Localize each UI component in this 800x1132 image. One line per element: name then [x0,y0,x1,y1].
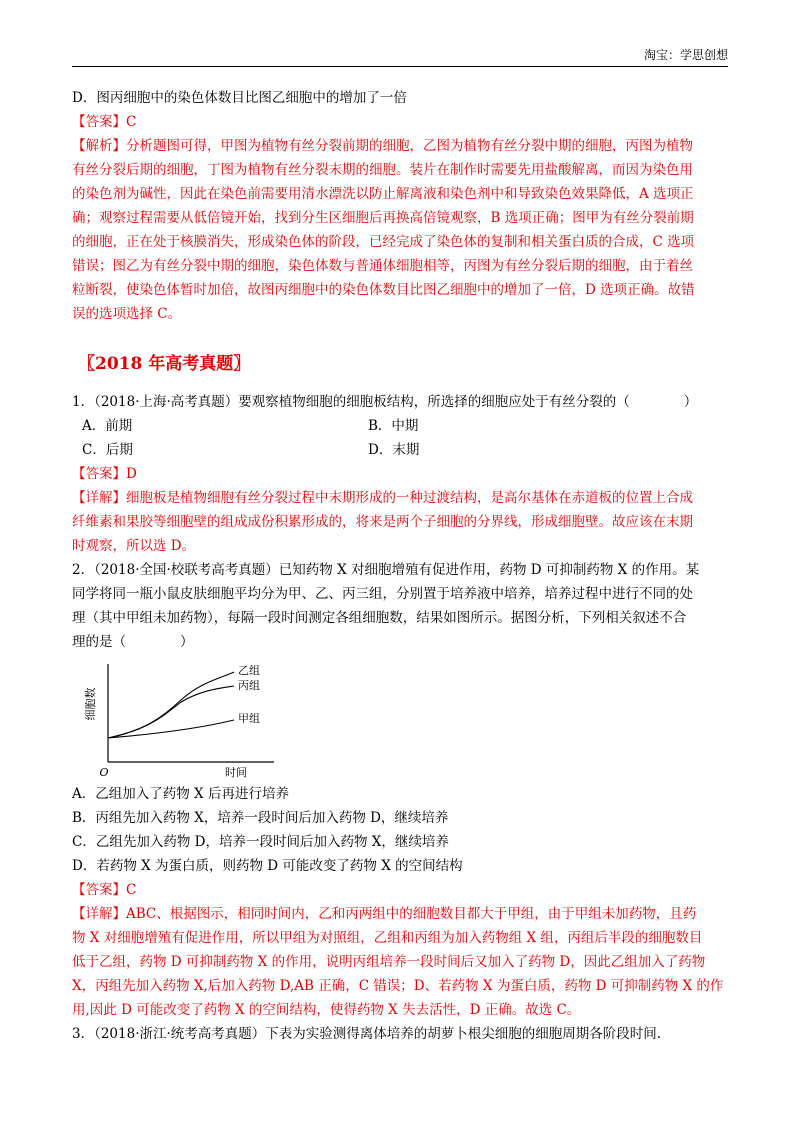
q1-options-row [72,414,728,438]
q2-detail-line: X，丙组先加入药物 X,后加入药物 D,AB 正确，C 错误；D、若药物 X 为蛋白质，药物 D 可抑制药物 X 的作 [72,978,724,994]
q2-stem-line: 2．（2018·全国·校联考高考真题）已知药物 X 对细胞增殖有促进作用，药物 D 可抑制药物 X 的作用。某 [72,562,700,578]
cell-growth-graph [86,658,286,780]
prev-analysis-line: 粒断裂，使染色体暂时加倍，故图丙细胞中的染色体数目比图乙细胞中的增加了一倍，D 选项正确。故错 [72,282,695,298]
q2-stem-line: 理（其中甲组未加药物），每隔一段时间测定各组细胞数，结果如图所示。据图分析，下列相关叙述不合 [72,610,687,626]
q2-detail-line: 低于乙组，药物 D 可抑制药物 X 的作用，说明丙组培养一段时间后又加入了药物 D，因此乙组加入了药物 [72,954,706,970]
origin-label: O [99,766,109,779]
curve-bing [108,686,234,738]
prev-answer [72,110,728,134]
q1-option-b: B．中期 [368,418,419,434]
prev-option-d: D．图丙细胞中的染色体数目比图乙细胞中的增加了一倍 [72,90,407,106]
curve-label-yi: 乙组 [238,664,260,677]
q2-stem-line: 理的是（ ） [72,634,194,650]
answer-value: C [126,882,137,898]
section-title: 〖2018 年高考真题〗 [78,354,251,374]
analysis-label: 【解析】 [72,138,126,154]
answer-label: 【答案】 [72,466,126,482]
page-content [72,86,728,1046]
q2-figure [86,658,286,780]
prev-analysis-line: 确；观察过程需要从低倍镜开始，找到分生区细胞后再换高倍镜观察，B 选项正确；图甲为有丝分裂前期 [72,210,694,226]
prev-analysis-line: 【解析】分析题图可得，甲图为植物有丝分裂前期的细胞，乙图为植物有丝分裂中期的细胞，丙图为植物 [72,138,693,154]
curve-label-bing: 丙组 [238,679,260,692]
q2-option-b: B．丙组先加入药物 X，培养一段时间后加入药物 D，继续培养 [72,810,449,826]
prev-analysis-line: 错误；图乙为有丝分裂中期的细胞，染色体数与普通体细胞相等，丙图为有丝分裂后期的细胞，由于着丝 [72,258,693,274]
q2-detail-line: 物 X 对细胞增殖有促进作用，所以甲组为对照组，乙组和丙组为加入药物组 X 组，丙组后半段的细胞数目 [72,930,703,946]
page-header-text: 淘宝：学思创想 [643,48,728,62]
q1-detail-line: 时观察，所以选 D。 [72,538,196,554]
q1-stem: 1．（2018·上海·高考真题）要观察植物细胞的细胞板结构，所选择的细胞应处于有丝分裂的（ ） [72,394,698,410]
answer-value: C [126,114,137,130]
q1-detail-line: 【详解】细胞板是植物细胞有丝分裂过程中末期形成的一种过渡结构，是高尔基体在赤道板的位置上合成 [72,490,693,506]
q2-option-c: C．乙组先加入药物 D，培养一段时间后加入药物 X，继续培养 [72,834,449,850]
x-axis-label: 时间 [225,766,247,779]
header-rule [72,66,728,67]
prev-analysis-line: 的细胞，正在处于核膜消失，形成染色体的阶段，已经完成了染色体的复制和相关蛋白质的合成，C 选项 [72,234,695,250]
q2-detail-line: 【详解】ABC、根据图示，相同时间内，乙和丙两组中的细胞数目都大于甲组，由于甲组未加药物，且药 [72,906,697,922]
q1-options-row [72,438,728,462]
answer-label: 【答案】 [72,882,126,898]
q2-detail-line: 用,因此 D 可能改变了药物 X 的空间结构，使得药物 X 失去活性，D 正确。故选 C。 [72,1002,581,1018]
answer-label: 【答案】 [72,114,126,130]
q2-option-d: D．若药物 X 为蛋白质，则药物 D 可能改变了药物 X 的空间结构 [72,858,463,874]
q2-answer [72,878,728,902]
q1-option-d: D．末期 [368,442,420,458]
answer-value: D [126,466,137,482]
prev-analysis-line: 的染色剂为碱性，因此在染色前需要用清水漂洗以防止解离液和染色剂中和导致染色效果降低，A 选项正 [72,186,694,202]
q1-option-c: C．后期 [82,442,133,458]
curve-yi [108,672,234,738]
curve-jia [108,720,234,738]
y-axis-label: 细胞数 [84,687,97,721]
prev-analysis-line: 有丝分裂后期的细胞，丁图为植物有丝分裂末期的细胞。装片在制作时需要先用盐酸解离，而因为染色用 [72,162,693,178]
detail-label: 【详解】 [72,906,126,922]
q1-detail-line: 纤维素和果胶等细胞壁的组成成份积累形成的，将来是两个子细胞的分界线，形成细胞壁。故应该在末期 [72,514,693,530]
detail-label: 【详解】 [72,490,126,506]
q1-answer [72,462,728,486]
q3-stem: 3．（2018·浙江·统考高考真题）下表为实验测得离体培养的胡萝卜根尖细胞的细胞周期各阶段时间. [72,1026,662,1042]
q1-option-a: A．前期 [82,418,133,434]
prev-analysis-line: 误的选项选择 C。 [72,306,182,322]
q2-stem-line: 同学将同一瓶小鼠皮肤细胞平均分为甲、乙、丙三组，分别置于培养液中培养，培养过程中进行不同的处 [72,586,693,602]
q2-option-a: A．乙组加入了药物 X 后再进行培养 [72,786,289,802]
curve-label-jia: 甲组 [238,712,260,725]
